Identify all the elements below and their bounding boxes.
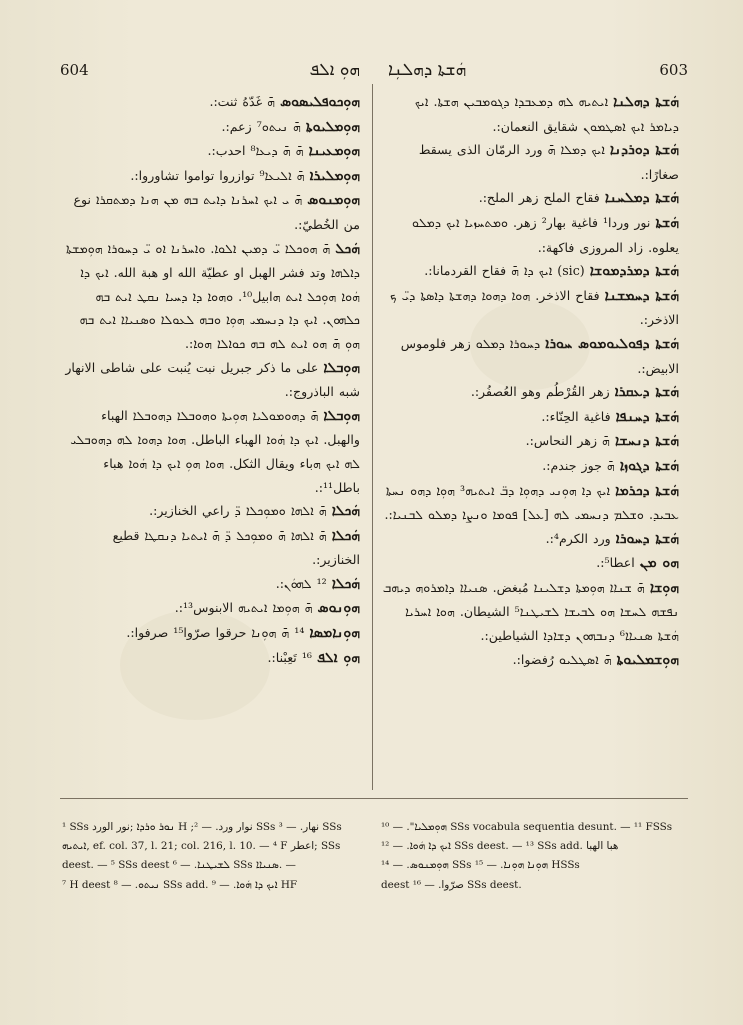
dictionary-entry xyxy=(381,576,679,648)
entry-headword: ܗܘܼܒܠܐ xyxy=(323,359,360,376)
entry-headword: ܗܘܼܒܠܐ xyxy=(323,407,360,424)
left-page-header xyxy=(60,60,360,80)
entry-definition: ¹⁴ ܗ̄ ܗܘܼܢܐ حرقوا صرّوا¹⁵ صرفوا:. xyxy=(126,625,305,641)
entry-headword: ܗܘܼܢܐܡܣܐ xyxy=(309,625,360,642)
entry-definition: زهر القُرْطُم وهو العُصفُر:. xyxy=(470,384,610,400)
entry-headword: ܗܘܼܡܠܝܘܬܐ xyxy=(305,118,360,135)
entry-headword: ܗܿܫܬܐ ܕܚܘܪܐ xyxy=(615,530,679,547)
entry-definition: ܗ̄ ܗ̄ ܕܝܥܐ⁸ احدب:. xyxy=(207,143,304,159)
entry-headword: ܗܿܫܬܐ ܕܦܘܠܝܘܡܘܣ ܚܘܪܐ xyxy=(545,335,679,352)
entry-definition: ܗ̄ ܕܗܘܡܘܠܝܐ ܗܘܼܝܬܐ ܘܗܘܒܠܐ ܕܗܘܒܠܐ الهباء والهبل. ܐܝܟ ܕܐ ܗܿܘܐ الهباء الباطل. ܗܘܐ ܕܗܘܐ ܠܗ ܕܗܘܒܠܝ ܠܗ ܐܝܟ ܗباء ويقال الثكل. ܗܘܐ ܗܘܼ ܐܝܟ ܕܐ ܗܿܘܐ هباء باطل¹¹:. xyxy=(70,407,360,495)
dictionary-entry xyxy=(381,211,679,259)
entry-headword: ܗܿܫܬܐ ܕܚܡܫܢܐ xyxy=(604,287,679,304)
dictionary-entry xyxy=(381,429,679,454)
entry-definition: ܗ̄ ܫܢܐܐ ܗܘܼܡܬܐ ܕܫܠܝܢܐ مُبغض. ܣܢܝܐܐ ܕܐܡܪܘܗ ܕܝܗܒ ܢܦܫܗ ܠܚܫܐ ܗܘ ܠܒܝܫܐ ܠܫܝܛܢܐ⁵ الشيطان. ܗܘܐ ܐܚܪܝܐ ܗܿܫܬܐ ܣܢܝܐܐ⁶ ܕܢܒܗܘܢ ܕܫܐܕܐ الشياطين:. xyxy=(382,579,679,644)
entry-headword: ܗܿܫܬܐ ܕܥܩܪܐ xyxy=(614,384,679,401)
running-header xyxy=(60,58,688,82)
dictionary-entry xyxy=(62,188,360,236)
dictionary-entry xyxy=(381,90,679,138)
right-page-number: 603 xyxy=(659,61,688,79)
entry-definition: ܐܝܟ ܕܐ ܗܘܼܢܝ ܕܗܘܼܐ ܕܒ̈ ܐܝܬܝܗ³ ܗܘܼܐ ܕܗܘ ܢܚܬܐ ܥܒܝܕ. ܘܫܠܡ ܕܢܚܡܝ ܠܗ [ܥܠ] ܦܘܡܐ ܘܢܨܐ ܕܡܠܘ ܠܒܢܝܐ:. xyxy=(384,482,679,523)
entry-headword: ܗܘܼܫܡܠܝܘܬܐ xyxy=(616,651,679,668)
entry-headword: ܗܘܼܫܐ xyxy=(649,579,679,596)
dictionary-entry xyxy=(62,572,360,597)
entry-definition: فاغية الحِنّاء:. xyxy=(541,408,611,424)
entry-headword: ܗܿܫܬܐ ܕܗܠܢܐ xyxy=(613,94,679,110)
entry-definition: ܕܚܘܪܐ ܕܡܠܘ زهر فلوموس الابيض:. xyxy=(400,335,679,376)
dictionary-entry xyxy=(381,332,679,380)
entry-headword: ܗܿܫܬܐ ܕܟܪܡܐ xyxy=(615,482,679,499)
left-page-number: 604 xyxy=(60,61,89,79)
entry-headword: ܗܿܫܬܐ xyxy=(655,214,679,231)
entry-headword: ܗܘܼܟܘܦܠܝܣܘܣ xyxy=(280,94,360,110)
dictionary-entry xyxy=(62,115,360,140)
dictionary-entry xyxy=(62,164,360,189)
entry-headword: ܗܿܟܠܐ xyxy=(331,575,360,592)
dictionary-entry xyxy=(381,186,679,211)
column-divider xyxy=(372,84,373,790)
entry-definition: ¹² ܠܗܘܿܢ:. xyxy=(275,575,327,591)
footnote-line: ܗܘܼܡܠܝܐ". — ¹⁰ SSs vocabula sequentia desunt. — ¹¹ FSSs xyxy=(381,821,673,833)
entry-headword: ܗܘܼܢܘܣ xyxy=(317,600,360,617)
entry-headword: ܗܿܫܬܐ ܕܡܪܕܡܘܫܐ xyxy=(589,263,679,280)
entry-definition: فقاح الاذخر. ܗܘܐ ܕܗܘܐ ܕܗܫܬܐ ܕܐܣܬܐ ܕܝ̈ ܟ الاذخر:. xyxy=(390,287,679,328)
entry-definition: ܗ̄ غَدّهُ ثنت:. xyxy=(209,94,276,109)
entry-definition: نور وردا¹ فاغية بهار² زهر. ܘܡܬܚܙܝܐ ܐܝܟ ܕܡܠܘ يعلوه. زاد المروزى فاكهة:. xyxy=(411,214,679,255)
entry-headword: ܗܿܟܠܐ xyxy=(331,503,360,520)
entry-headword: ܗܿܟܠܐ xyxy=(331,527,360,544)
entry-headword: ܗܿܫܬܐ ܕܚܢܦܐ xyxy=(615,408,679,425)
entry-headword: ܗܿܫܬܐ ܕܘܪܕܢܐ xyxy=(609,142,679,159)
dictionary-entry xyxy=(62,237,360,356)
entry-headword: ܗܘܼܡܠܝܪܐ xyxy=(309,167,360,184)
entry-definition: ܗ̄ ܢܝܬܘ⁷ زعم:. xyxy=(221,118,301,134)
entry-definition: على ما ذكر جبريل نبت يُنبت على شاطى الانهار شبه الباذروج:. xyxy=(65,359,360,400)
entry-definition: ܗ̄ ܐܠܗܐ ܘܡܘܼܟܠܐ ܕ̈ راعي الخنازير:. xyxy=(149,503,327,519)
footnote-line: ܐܝܬܝܗ, ef. col. 37, l. 21; col. 216, l. 10. — ⁴ F اعطر; SSs xyxy=(62,840,341,853)
entry-headword: ܗܘܼ ܐܠܦ xyxy=(316,649,360,666)
dictionary-entry xyxy=(381,405,679,430)
dictionary-entry xyxy=(381,479,679,527)
right-running-title: ܗܿܫܬܐ ܕܗܠܢܼܐ xyxy=(388,60,467,80)
dictionary-entry xyxy=(62,524,360,572)
entry-headword: ܗܘܼܡܢܘܣ xyxy=(307,192,360,209)
dictionary-entry xyxy=(381,138,679,186)
footnote-line: deest صرّوا. — ¹⁶ SSs deest. xyxy=(381,878,522,891)
footnote-line: ¹ SSs ܢܘܪ ܘܪܕܐ ;نور الورد H ;نوار ورد. — ² SSs نهار. — ³ SSs xyxy=(62,821,342,833)
entry-definition: ܗ̄ زهر النحاس:. xyxy=(525,433,610,449)
right-column xyxy=(381,90,679,672)
entry-definition: ܗ̄ ܐܠܗܐ ܗ̄ ܘܡܘܼܟܠ ܕ̈ ܗ̄ ܐܝܬܝܐ ܕܢܩܛܐ قطيع الخنازير:. xyxy=(112,527,360,568)
footnote-line: ܐܝܟ ܕܐ ܗܿܘܐ. — ¹² SSs deest. — ¹³ SSs add. هبا الهبا xyxy=(381,840,619,853)
entry-definition: ܐܝܟ ܕܡܠܐ ܗ̄ ورد الرمّان الذى يسقط صغارًا:. xyxy=(418,142,679,182)
dictionary-entry xyxy=(62,90,360,115)
dictionary-entry xyxy=(381,551,679,576)
entry-definition: ܗ̄ ܐܠܝܥܐ⁹ توازروا تواموا تشاوروا:. xyxy=(130,167,305,183)
dictionary-entry xyxy=(62,596,360,621)
entry-headword: ܗܿܫܬܐ ܕܓܘܙܐ xyxy=(619,457,679,474)
footnotes-left xyxy=(62,818,362,895)
dictionary-entry xyxy=(62,646,360,671)
footnote-line: ⁷ H deest ܢܝܬܘ. — ⁸ SSs add. ܐܝܟ ܕܐ ܗܿܘܐ. — ⁹ HF xyxy=(62,878,298,891)
dictionary-entry xyxy=(62,499,360,524)
dictionary-entry xyxy=(381,284,679,332)
dictionary-entry xyxy=(62,139,360,164)
entry-definition: ܗ̄ ܝ ܐܝܟ ܐܚܪܢܐ ܕܐܝܬ ܒܗ ܡܢ ܗܢܐ ܕܡܬܩܪܐ نوع من الخُطيّ:. xyxy=(73,192,360,232)
dictionary-entry xyxy=(381,527,679,552)
footnote-line: deest. — ⁵ SSs deest ܠܫܝܛܢܐ. — ⁶ SSs ܣܢܝܐܐ. — xyxy=(62,859,296,872)
dictionary-entry xyxy=(381,259,679,284)
entry-headword: ܗܿܟܠ xyxy=(335,240,360,257)
footnote-line: ܗܘܼܡܢܘܣ. — ¹⁴ SSs ܗܘܼܢܐ ܗܘܼܢܐ. — ¹⁵ HSSs xyxy=(381,859,580,872)
entry-headword: ܗܘ ܡܢ xyxy=(639,555,679,572)
entry-definition: فقاح الملح زهر الملح:. xyxy=(478,190,600,206)
dictionary-entry xyxy=(62,404,360,499)
dictionary-entry xyxy=(381,380,679,405)
entry-definition: ܗ̄ جوز جندم:. xyxy=(542,457,615,473)
dictionary-entry xyxy=(381,648,679,673)
dictionary-entry xyxy=(381,454,679,479)
footnotes-right xyxy=(381,818,681,895)
entry-definition: ܗ̄ ܐܣܛܠܝܘ رُفضوا:. xyxy=(512,651,612,667)
entry-definition: ܐܝܬܝܗ ܠܗ ܕܡܥܒܕܐ ܕܓܘܡܒܝܢ ܗܫܬܐ. ܐܝܟ ܕܝܐܡܪ ܐܝܟ ܐܣܛܡܘܢ شقايق النعمان:. xyxy=(414,94,679,134)
entry-definition: ¹⁶ تَعِبْنا:. xyxy=(267,649,312,665)
left-column xyxy=(62,90,360,670)
dictionary-entry xyxy=(62,356,360,404)
left-running-title: ܗܘܼ ܐܠܦ xyxy=(309,60,360,80)
entry-definition: ܗ̄ ܗܘܟܠܐ ܝ̈ ܕܡܝܢ ܐܠܘܐ. ܘܐܚܪܢܐ ܐܘ ܝ̈ ܕܚܘܪܐ ܗܘܼܡܫܬܐ ܕܐܠܗܐ وتد فشر الهبل او عطيّة الله او هبة الله. ܐܝܟ ܕܐ ܗܿܘܐ ܗܘܼܟܠ ܐܝܬ ܗابيل¹⁰. ܘܗܘܐ ܕܐ ܕܚܝܐ ܢܩܛ ܐܝܬ ܒܗ ܟܠܗܘܢ. ܐܝܟ ܕܐ ܕܢܚܡܝ ܗܘܼܐ ܘܒܗ ܠܥܘܠܐ ܘܣܢܝܐܐ ܐܝܬ ܒܗ ܗܘܼ ܗ̄ ܗܘ ܐܝܬ ܠܗ ܒܗ ܟܘܐܠܐ ܗܘܐ:. xyxy=(66,240,360,351)
entry-headword: ܗܘܼܡܥܝܢܐ xyxy=(308,143,360,160)
entry-definition: ܗ̄ ܗܘܼܡܐ ܐܝܬܝܗ الابنوس¹³:. xyxy=(174,600,313,616)
entry-definition: ورد الكرم⁴:. xyxy=(545,530,611,546)
entry-headword: ܗܿܫܬܐ ܕܡܠܚܢܐ xyxy=(604,190,679,207)
right-page-header xyxy=(388,60,688,80)
dictionary-entry xyxy=(62,621,360,646)
entry-headword: ܗܿܫܬܐ ܕܢܚܫܐ xyxy=(614,433,679,450)
entry-definition: اعطا⁵:. xyxy=(596,555,635,571)
footnote-rule xyxy=(60,798,688,799)
entry-definition: (sic) ܐܝܟ ܕܐ ܗ̄ فقاح القردمانا:. xyxy=(424,263,585,279)
